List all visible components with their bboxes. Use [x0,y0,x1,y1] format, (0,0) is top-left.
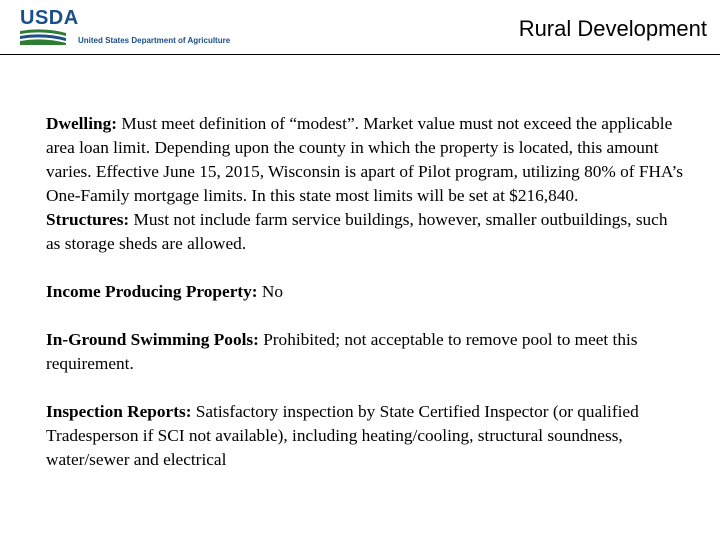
inspection-paragraph [46,400,686,472]
dwelling-paragraph [46,112,686,208]
pools-label: In-Ground Swimming Pools: [46,330,259,349]
income-paragraph [46,280,686,304]
usda-logo-wordmark: USDA [20,7,79,29]
pools-paragraph [46,328,686,376]
header-divider [0,54,720,55]
slide-header [0,0,720,56]
agency-title: Rural Development [518,16,707,41]
inspection-text: Satisfactory inspection by State Certified Inspector (or qualified Tradesperson if SCI not available), including heating/cooling, structural soundness, water/sewer and electrical [46,402,639,469]
income-label: Income Producing Property: [46,282,258,301]
slide-body [46,112,686,472]
structures-label: Structures: [46,210,130,229]
usda-logo [16,8,256,48]
income-text: No [257,282,283,301]
structures-text: Must not include farm service buildings, however, smaller outbuildings, such as storage sheds are allowed. [46,210,668,253]
structures-paragraph [46,208,686,256]
pools-text: Prohibited; not acceptable to remove pool to meet this requirement. [46,330,638,373]
dwelling-text: Must meet definition of “modest”. Market value must not exceed the applicable area loan limit. Depending upon the county in which the property is located, this amount varies. Effective June 15, 2015, Wisconsin is apart of Pilot program, utilizing 80% of FHA’s One-Family mortgage limits. In this state most limits will be set at $216,840. [46,114,684,205]
inspection-label: Inspection Reports: [46,402,192,421]
usda-logo-stripes-icon [20,29,66,45]
usda-logo-subtitle: United States Department of Agriculture [78,36,231,45]
dwelling-label: Dwelling: [46,114,118,133]
